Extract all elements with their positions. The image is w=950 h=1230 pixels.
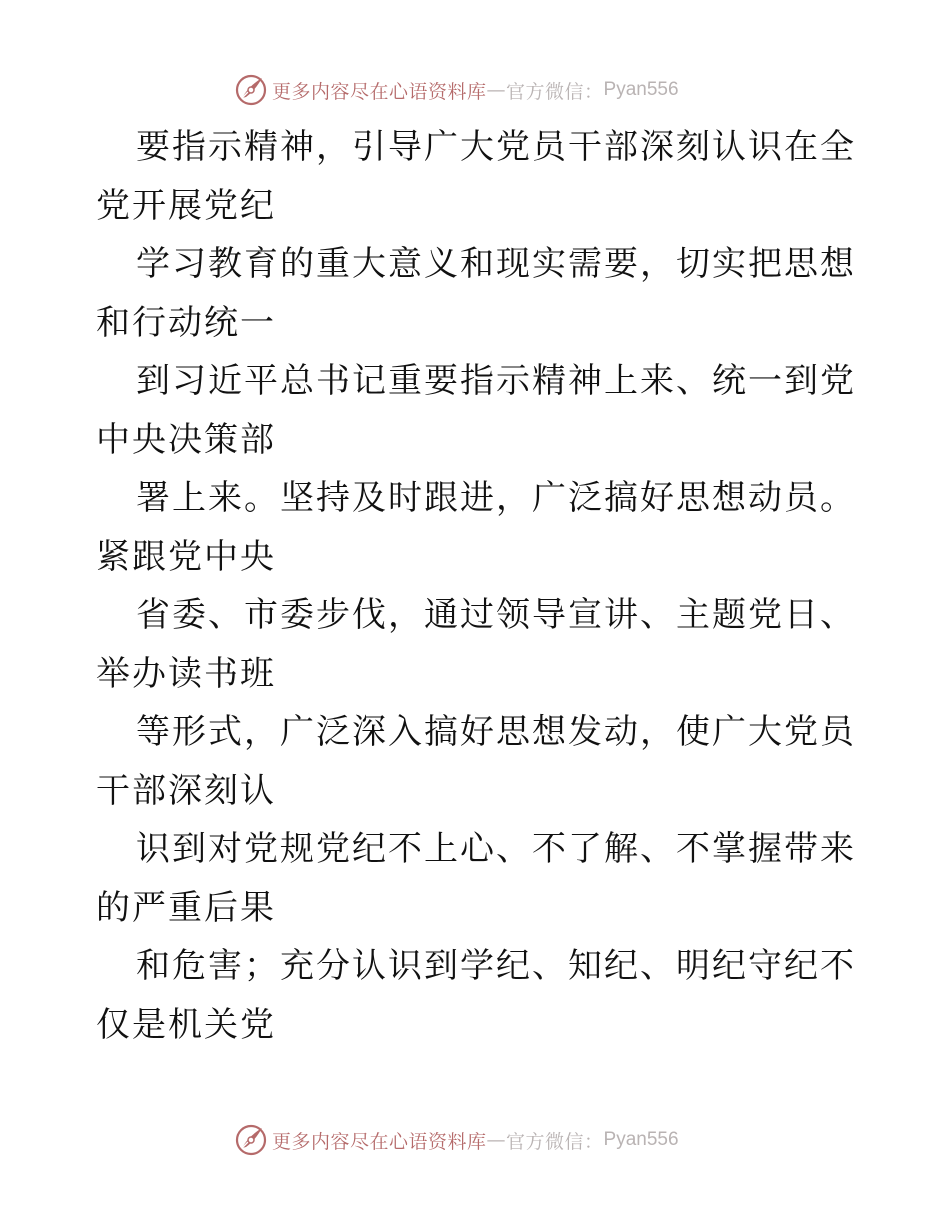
paragraph: 识到对党规党纪不上心、不了解、不掌握带来的严重后果 bbox=[96, 829, 856, 928]
banner-wechat-id: Pyan556 bbox=[603, 1129, 679, 1150]
header-banner bbox=[234, 72, 714, 108]
paragraph: 和危害；充分认识到学纪、知纪、明纪守纪不仅是机关党 bbox=[96, 946, 856, 1045]
banner-slogan: 更多内容尽在心语资料库 bbox=[272, 1130, 487, 1153]
paragraph: 学习教育的重大意义和现实需要，切实把思想和行动统一 bbox=[96, 244, 856, 343]
paragraph: 要指示精神，引导广大党员干部深刻认识在全党开展党纪 bbox=[96, 127, 856, 226]
document-body bbox=[96, 118, 856, 1054]
banner-dash: — bbox=[486, 79, 507, 101]
banner-dash: — bbox=[486, 1129, 507, 1151]
quill-pen-icon bbox=[234, 73, 268, 107]
banner-wechat-label: 官方微信： bbox=[506, 80, 604, 103]
quill-pen-icon bbox=[234, 1123, 268, 1157]
paragraph: 到习近平总书记重要指示精神上来、统一到党中央决策部 bbox=[96, 361, 856, 460]
banner-wechat-id: Pyan556 bbox=[603, 79, 679, 100]
paragraph: 等形式，广泛深入搞好思想发动，使广大党员干部深刻认 bbox=[96, 712, 856, 811]
paragraph: 省委、市委步伐，通过领导宣讲、主题党日、举办读书班 bbox=[96, 595, 856, 694]
paragraph: 署上来。坚持及时跟进，广泛搞好思想动员。紧跟党中央 bbox=[96, 478, 856, 577]
footer-banner bbox=[234, 1122, 714, 1158]
banner-slogan: 更多内容尽在心语资料库 bbox=[272, 80, 487, 103]
banner-wechat-label: 官方微信： bbox=[506, 1130, 604, 1153]
